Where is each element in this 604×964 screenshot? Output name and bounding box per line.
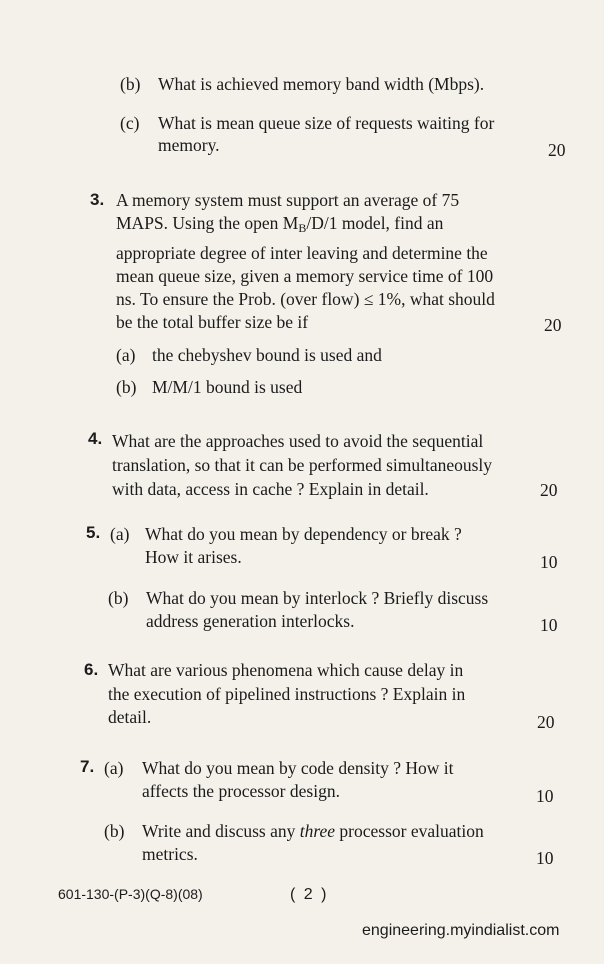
question-text: the execution of pipelined instructions ? Explain in bbox=[108, 684, 466, 704]
question-text: ns. To ensure the Prob. (over flow) ≤ 1%, what should bbox=[116, 289, 495, 309]
marks: 10 bbox=[540, 615, 558, 635]
question-number: 6. bbox=[84, 660, 99, 679]
question-number: 3. bbox=[90, 190, 105, 209]
question-text: What are the approaches used to avoid the sequential bbox=[112, 431, 484, 451]
question-text: the chebyshev bound is used and bbox=[152, 345, 382, 365]
question-number: 7. bbox=[80, 757, 95, 776]
question-text: appropriate degree of inter leaving and determine the bbox=[116, 243, 488, 263]
marks: 10 bbox=[536, 848, 554, 868]
option-label: (a) bbox=[116, 345, 136, 365]
question-text: How it arises. bbox=[145, 547, 242, 567]
question-text: M/M/1 bound is used bbox=[152, 377, 303, 397]
option-label: (b) bbox=[116, 377, 137, 397]
question-text: What are various phenomena which cause delay in bbox=[108, 660, 464, 680]
option-label: (b) bbox=[120, 74, 141, 94]
page-number: ( 2 ) bbox=[290, 886, 329, 903]
question-text: MAPS. Using the open $M_B/D/1$ model, find an bbox=[116, 213, 444, 235]
option-label: (b) bbox=[104, 821, 125, 841]
question-text: What do you mean by code density ? How it bbox=[142, 758, 454, 778]
marks: 20 bbox=[544, 315, 562, 335]
question-text: with data, access in cache ? Explain in detail. bbox=[112, 479, 429, 499]
question-text: What do you mean by dependency or break ? bbox=[145, 524, 462, 544]
question-text: A memory system must support an average of 75 bbox=[116, 190, 460, 210]
question-number: 5. bbox=[86, 523, 101, 542]
question-text: Write and discuss any three processor evaluation bbox=[142, 821, 484, 841]
watermark: engineering.myindialist.com bbox=[362, 922, 560, 939]
question-text: translation, so that it can be performed simultaneously bbox=[112, 455, 493, 475]
question-text: metrics. bbox=[142, 844, 198, 864]
marks: 20 bbox=[548, 140, 566, 160]
question-text: be the total buffer size be if bbox=[116, 312, 309, 332]
option-label: (a) bbox=[110, 524, 130, 544]
question-text: memory. bbox=[158, 135, 220, 155]
option-label: (b) bbox=[108, 588, 129, 608]
option-label: (a) bbox=[104, 758, 124, 778]
paper-code: 601-130-(P-3)(Q-8)(08) bbox=[58, 886, 203, 902]
marks: 10 bbox=[540, 552, 558, 572]
question-text: mean queue size, given a memory service time of 100 bbox=[116, 266, 494, 286]
option-label: (c) bbox=[120, 113, 140, 133]
marks: 10 bbox=[536, 786, 554, 806]
question-text: What do you mean by interlock ? Briefly discuss bbox=[146, 588, 489, 608]
marks: 20 bbox=[540, 480, 558, 500]
question-text: address generation interlocks. bbox=[146, 611, 355, 631]
question-text: detail. bbox=[108, 707, 152, 727]
question-text: What is mean queue size of requests waiting for bbox=[158, 113, 495, 133]
question-text: affects the processor design. bbox=[142, 781, 340, 801]
question-number: 4. bbox=[88, 429, 103, 448]
marks: 20 bbox=[537, 712, 555, 732]
question-text: What is achieved memory band width (Mbps). bbox=[158, 74, 485, 94]
